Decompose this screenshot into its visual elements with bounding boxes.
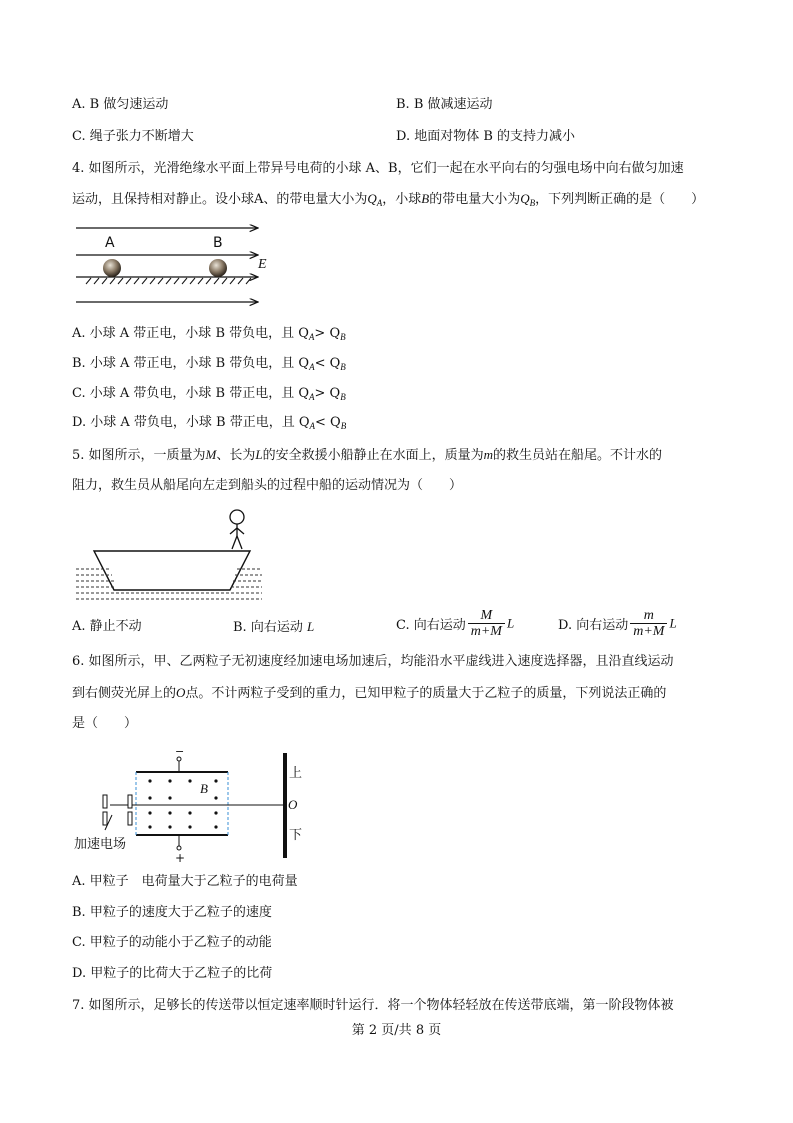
q3-option-c: C. 绳子张力不断增大	[72, 129, 194, 144]
q5-figure	[72, 506, 267, 606]
q4-option-b: B. 小球 A 带正电，小球 B 带负电，且 $Q_A< Q_B$	[72, 356, 346, 372]
minus-label: −	[175, 745, 185, 758]
b-label: B	[200, 781, 208, 796]
plus-label: +	[175, 851, 186, 865]
q5-option-b: B. 向右运动 L	[233, 619, 315, 635]
q3-option-b: B. B 做减速运动	[396, 97, 493, 112]
page-footer: 第 2 页/共 8 页	[351, 1023, 442, 1038]
ball-b	[209, 259, 227, 277]
q6-option-c: C. 甲粒子的动能小于乙粒子的动能	[72, 935, 272, 950]
label-e: E	[258, 257, 267, 272]
ground-hatching	[86, 278, 251, 284]
accel-field-label: 加速电场	[74, 837, 127, 852]
q4-option-a: A. 小球 A 带正电，小球 B 带负电，且 $Q_A> Q_B$	[72, 326, 346, 342]
q4-option-c: C. 小球 A 带负电，小球 B 带正电，且 $Q_A> Q_B$	[72, 386, 346, 402]
q5-option-a: A. 静止不动	[72, 619, 142, 634]
down-label: 下	[289, 828, 303, 843]
q4-stem-line1: 4. 如图所示，光滑绝缘水平面上带异号电荷的小球 A、B，它们一起在水平向右的匀强电场中向右做匀加速	[72, 161, 684, 176]
accel-plate-right-lower	[128, 812, 132, 825]
q6-figure	[72, 745, 312, 865]
q6-option-d: D. 甲粒子的比荷大于乙粒子的比荷	[72, 966, 273, 981]
q5-stem-line2: 阻力，救生员从船尾向左走到船头的过程中船的运动情况为（ ）	[72, 478, 463, 493]
accel-plate-left	[103, 795, 107, 808]
q4-option-d: D. 小球 A 带负电，小球 B 带正电，且 $Q_A< Q_B$	[72, 415, 347, 431]
q5-option-c: C. 向右运动 $\frac{M}{m+M}$ L	[396, 608, 515, 639]
q3-option-d: D. 地面对物体 B 的支持力减小	[396, 129, 576, 144]
q3-option-a: A. B 做匀速运动	[72, 97, 169, 112]
q7-stem-line1: 7. 如图所示，足够长的传送带以恒定速率顺时针运行．将一个物体轻轻放在传送带底端，第一阶段物体被	[72, 998, 674, 1013]
q6-stem-line3: 是（ ）	[72, 716, 138, 731]
accel-plate-right	[128, 795, 132, 808]
label-b: B	[213, 235, 223, 251]
q6-stem-line2: 到右侧荧光屏上的O点。不计两粒子受到的重力，已知甲粒子的质量大于乙粒子的质量，下列说法正确的	[72, 685, 667, 701]
q4-stem-line2: 运动，且保持相对静止。设小球A、的带电量大小为$Q_A$，小球B的带电量大小为$Q_B$，下列判断正确的是（ ）	[72, 191, 705, 208]
q4-figure	[72, 220, 272, 310]
q6-stem-line1: 6. 如图所示，甲、乙两粒子无初速度经加速电场加速后，均能沿水平虚线进入速度选择器，且沿直线运动	[72, 654, 674, 669]
q6-option-a: A. 甲粒子 电荷量大于乙粒子的电荷量	[72, 874, 298, 889]
q6-option-b: B. 甲粒子的速度大于乙粒子的速度	[72, 905, 272, 920]
label-a: A	[105, 235, 115, 251]
q5-option-d: D. 向右运动 $\frac{m}{m+M}$ L	[558, 608, 677, 639]
q5-stem-line1: 5. 如图所示，一质量为M、长为L的安全救援小船静止在水面上，质量为m的救生员站在船尾。不计水的	[72, 447, 663, 463]
ball-a	[103, 259, 121, 277]
accel-plate-left-lower	[103, 812, 107, 825]
o-label: O	[288, 797, 298, 812]
boat-hull	[94, 551, 250, 590]
up-label: 上	[289, 766, 303, 781]
stick-figure	[230, 510, 244, 549]
